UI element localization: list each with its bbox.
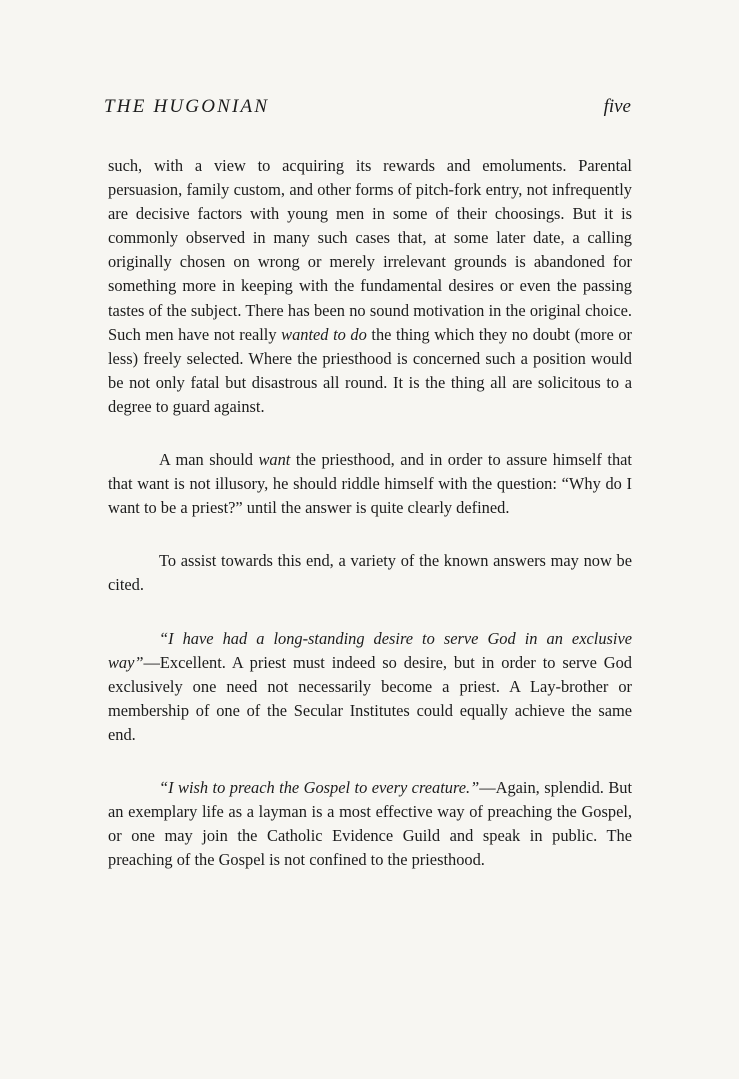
running-title: THE HUGONIAN (104, 96, 270, 117)
page-header (104, 96, 631, 118)
paragraph-text: the priesthood, and in order to assure himself that that want is not illusory, he should riddle himself with the question: “Why do I want to be a priest?” until the answer is quite clearly defined. (108, 450, 632, 518)
paragraph-text: To assist towards this end, a variety of the known answers may now be cited. (108, 551, 632, 595)
paragraph-2 (108, 448, 632, 520)
quoted-answer: “I have had a long-standing desire to serve God in an exclusive way” (108, 628, 632, 672)
paragraph-5 (108, 776, 632, 872)
emphasis-text: want (258, 450, 291, 470)
paragraph-text: —Excellent. A priest must indeed so desire, but in order to serve God exclusively one need not necessarily become a priest. A Lay-brother or membership of one of the Secular Institutes could equally achieve the same end. (108, 652, 632, 744)
paragraph-4 (108, 627, 632, 747)
paragraph-text: —Again, splendid. But an exemplary life as a layman is a most effective way of preaching the Gospel, or one may join the Catholic Evidence Guild and speak in public. The preaching of the Gospel is not confined to the priesthood. (108, 777, 633, 870)
paragraph-text: such, with a view to acquiring its rewards and emoluments. Parental persuasion, family custom, and other forms of pitch-fork entry, not infrequently are decisive factors with young men in some of their choosings. But it is commonly observed in many such cases that, at some later date, a calling originally chosen on wrong or merely irrelevant grounds is abandoned for something more in keeping with the fundamental desires or even the passing tastes of the subject. There has been no sound motivation in the original choice. Such men have not really (108, 156, 632, 344)
paragraph-text: A man should (159, 450, 259, 470)
paragraph-text: the thing which they no doubt (more or less) freely selected. Where the priesthood is concerned such a position would be not only fatal but disastrous all round. It is the thing all are solicitous to a degree to guard against. (108, 324, 633, 416)
body-text (108, 154, 632, 872)
paragraph-3 (108, 549, 632, 597)
quoted-answer: “I wish to preach the Gospel to every creature.” (159, 777, 480, 797)
emphasis-text: wanted to do (281, 324, 367, 344)
paragraph-1 (108, 154, 632, 419)
page-number: five (603, 96, 631, 117)
